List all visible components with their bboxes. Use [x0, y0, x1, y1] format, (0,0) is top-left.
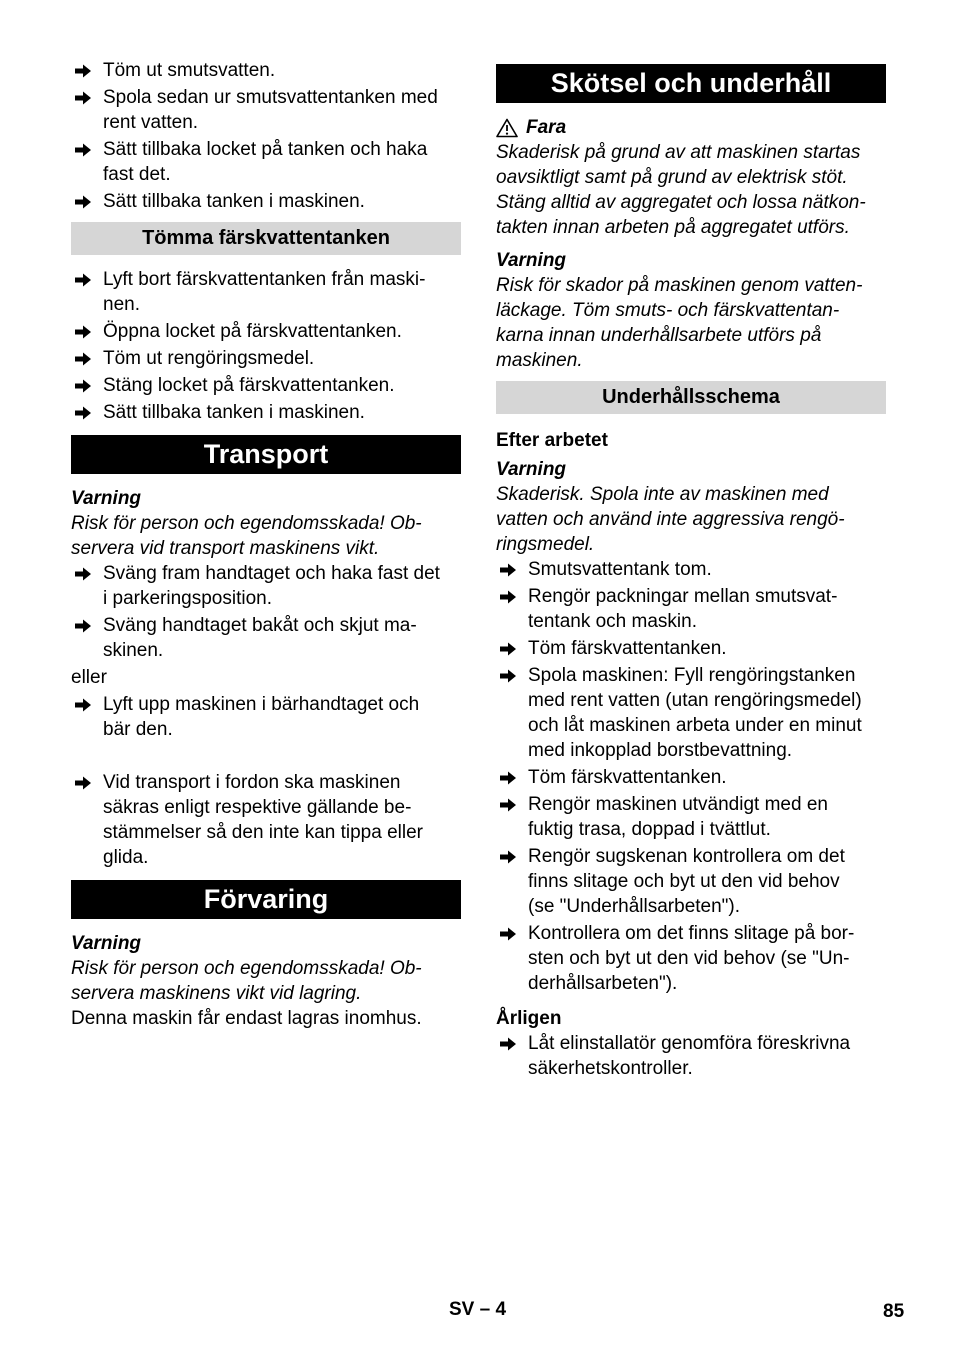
- warning-triangle-icon: [496, 118, 518, 138]
- warning-label: Varning: [71, 488, 142, 509]
- text-line: servera maskinens vikt vid lagring.: [71, 983, 362, 1004]
- text-line: säkerhetskontroller.: [528, 1058, 693, 1079]
- text-line: finns slitage och byt ut den vid behov: [528, 871, 840, 892]
- section-page-number: 4: [495, 1299, 507, 1320]
- list-item-text: [103, 58, 461, 83]
- footer-section-label: [449, 1297, 506, 1322]
- text-line: Risk för skador på maskinen genom vatten-: [496, 275, 863, 296]
- list-item-text: [103, 770, 461, 870]
- list-item-text: [103, 692, 461, 742]
- arrow-right-icon: [499, 769, 517, 787]
- text-line: med inkopplad borstbevattning.: [528, 740, 793, 761]
- arrow-right-icon: [499, 561, 517, 579]
- arrow-right-icon: [74, 350, 92, 368]
- text-line: oavsiktligt samt på grund av elektrisk stöt.: [496, 167, 848, 188]
- text-line: takten innan arbeten på aggregatet utförs.: [496, 217, 850, 238]
- list-item-text: [103, 189, 461, 214]
- list-item: [71, 373, 461, 398]
- text-line: servera vid transport maskinens vikt.: [71, 538, 380, 559]
- arrow-right-icon: [74, 271, 92, 289]
- list-item: [496, 844, 886, 919]
- list-item-text: [528, 844, 886, 919]
- text-line: Töm färskvattentanken.: [528, 638, 727, 659]
- text-line: skinen.: [103, 640, 164, 661]
- storage-text: Denna maskin får endast lagras inomhus.: [71, 1008, 422, 1029]
- text-line: Skaderisk på grund av att maskinen startas: [496, 142, 861, 163]
- arrow-right-icon: [74, 323, 92, 341]
- list-item: [71, 85, 461, 135]
- text-line: maskinen.: [496, 350, 583, 371]
- arrow-right-icon: [74, 404, 92, 422]
- text-line: Spola maskinen: Fyll rengöringstanken: [528, 665, 856, 686]
- text-line: nen.: [103, 294, 140, 315]
- text-line: Rengör maskinen utvändigt med en: [528, 794, 828, 815]
- list-item-text: [103, 373, 461, 398]
- section-heading-storage: Förvaring: [71, 880, 461, 919]
- danger-label: Fara: [526, 117, 567, 138]
- bullet-list: [496, 557, 886, 996]
- arrow-right-icon: [74, 377, 92, 395]
- list-item-text: [528, 765, 886, 790]
- bullet-list: [71, 561, 461, 663]
- page-number: 85: [883, 1301, 905, 1322]
- text-line: säkras enligt respektive gällande be-: [103, 797, 412, 818]
- arrow-right-icon: [74, 617, 92, 635]
- list-item: [71, 770, 461, 870]
- arrow-right-icon: [74, 774, 92, 792]
- list-item-text: [103, 137, 461, 187]
- warning-label: Varning: [496, 459, 567, 480]
- list-item-text: [103, 319, 461, 344]
- text-line: Rengör packningar mellan smutsvat-: [528, 586, 838, 607]
- text-line: Töm färskvattentanken.: [528, 767, 727, 788]
- arrow-right-icon: [499, 640, 517, 658]
- arrow-right-icon: [74, 696, 92, 714]
- after-work-label: Efter arbetet: [496, 430, 608, 451]
- text-line: i parkeringsposition.: [103, 588, 272, 609]
- warning-label: Varning: [496, 250, 567, 271]
- list-item-text: [528, 557, 886, 582]
- text-line: Sväng fram handtaget och haka fast det: [103, 563, 440, 584]
- text-line: tentank och maskin.: [528, 611, 697, 632]
- arrow-right-icon: [74, 141, 92, 159]
- text-line: Töm ut rengöringsmedel.: [103, 348, 315, 369]
- list-item: [496, 1031, 886, 1081]
- list-item-text: [103, 85, 461, 135]
- danger-text: [496, 140, 886, 240]
- list-item: [496, 792, 886, 842]
- text-line: vatten och använd inte aggressiva rengö-: [496, 509, 845, 530]
- text-line: Smutsvattentank tom.: [528, 559, 712, 580]
- list-item: [71, 613, 461, 663]
- danger-label-row: [496, 115, 886, 140]
- list-item-text: [103, 561, 461, 611]
- subheading-maintenance-schedule: Underhållsschema: [496, 381, 886, 414]
- text-line: rent vatten.: [103, 112, 199, 133]
- text-line: stämmelser så den inte kan tippa eller: [103, 822, 423, 843]
- text-line: karna innan underhållsarbete utförs på: [496, 325, 822, 346]
- list-item: [496, 557, 886, 582]
- warning-label: Varning: [71, 933, 142, 954]
- list-item: [496, 765, 886, 790]
- arrow-right-icon: [499, 1035, 517, 1053]
- text-line: bär den.: [103, 719, 173, 740]
- list-item: [71, 319, 461, 344]
- text-line: Stäng locket på färskvattentanken.: [103, 375, 395, 396]
- list-item: [71, 561, 461, 611]
- text-line: Risk för person och egendomsskada! Ob-: [71, 958, 422, 979]
- text-line: Lyft upp maskinen i bärhandtaget och: [103, 694, 420, 715]
- text-line: Stäng alltid av aggregatet och lossa nätkon-: [496, 192, 866, 213]
- text-line: ringsmedel.: [496, 534, 595, 555]
- text-line: fast det.: [103, 164, 171, 185]
- list-item: [71, 346, 461, 371]
- text-line: sten och byt ut den vid behov (se "Un-: [528, 948, 850, 969]
- list-item: [496, 636, 886, 661]
- bullet-list: [496, 1031, 886, 1081]
- list-item-text: [103, 400, 461, 425]
- list-item-text: [103, 267, 461, 317]
- text-line: Skaderisk. Spola inte av maskinen med: [496, 484, 829, 505]
- section-heading-transport: Transport: [71, 435, 461, 474]
- list-item: [496, 921, 886, 996]
- text-line: Töm ut smutsvatten.: [103, 60, 276, 81]
- section-heading-care-maintenance: Skötsel och underhåll: [496, 64, 886, 103]
- arrow-right-icon: [499, 848, 517, 866]
- spacer: [71, 744, 461, 770]
- text-line: Lyft bort färskvattentanken från maski-: [103, 269, 426, 290]
- arrow-right-icon: [74, 89, 92, 107]
- list-item-text: [103, 346, 461, 371]
- text-line: Rengör sugskenan kontrollera om det: [528, 846, 845, 867]
- arrow-right-icon: [74, 565, 92, 583]
- arrow-right-icon: [499, 925, 517, 943]
- bullet-list: [71, 267, 461, 425]
- arrow-right-icon: [499, 588, 517, 606]
- arrow-right-icon: [74, 193, 92, 211]
- list-item: [71, 137, 461, 187]
- warning-text: [496, 482, 886, 557]
- text-line: och låt maskinen arbeta under en minut: [528, 715, 862, 736]
- text-line: Sväng handtaget bakåt och skjut ma-: [103, 615, 417, 636]
- text-line: fuktig trasa, doppad i tvättlut.: [528, 819, 771, 840]
- text-line: Sätt tillbaka tanken i maskinen.: [103, 191, 365, 212]
- list-item: [71, 400, 461, 425]
- list-item-text: [528, 663, 886, 763]
- text-line: Låt elinstallatör genomföra föreskrivna: [528, 1033, 851, 1054]
- arrow-right-icon: [499, 667, 517, 685]
- text-line: Spola sedan ur smutsvattentanken med: [103, 87, 438, 108]
- subheading-empty-fresh-water-tank: Tömma färskvattentanken: [71, 222, 461, 255]
- left-column: [71, 58, 461, 1033]
- text-line: derhållsarbeten").: [528, 973, 678, 994]
- list-item: [496, 663, 886, 763]
- list-item-text: [103, 613, 461, 663]
- list-item-text: [528, 1031, 886, 1081]
- list-item: [71, 267, 461, 317]
- bullet-list: [71, 692, 461, 742]
- list-item: [71, 189, 461, 214]
- yearly-label: Årligen: [496, 1008, 562, 1029]
- list-item-text: [528, 921, 886, 996]
- warning-text: [496, 273, 886, 373]
- warning-text: [71, 511, 461, 561]
- text-line: läckage. Töm smuts- och färskvattentan-: [496, 300, 840, 321]
- list-item-text: [528, 584, 886, 634]
- bullet-list: [71, 770, 461, 870]
- text-line: Sätt tillbaka locket på tanken och haka: [103, 139, 428, 160]
- list-item: [496, 584, 886, 634]
- text-line: Risk för person och egendomsskada! Ob-: [71, 513, 422, 534]
- text-line: (se "Underhållsarbeten").: [528, 896, 741, 917]
- separator-dash: –: [479, 1299, 491, 1320]
- right-column: [496, 58, 886, 1083]
- list-item-text: [528, 792, 886, 842]
- text-line: Kontrollera om det finns slitage på bor-: [528, 923, 855, 944]
- text-line: Öppna locket på färskvattentanken.: [103, 321, 402, 342]
- text-line: glida.: [103, 847, 149, 868]
- or-text: eller: [71, 667, 107, 688]
- list-item: [71, 692, 461, 742]
- arrow-right-icon: [499, 796, 517, 814]
- warning-text: [71, 956, 461, 1006]
- list-item: [71, 58, 461, 83]
- list-item-text: [528, 636, 886, 661]
- language-code: SV: [449, 1299, 475, 1320]
- text-line: Vid transport i fordon ska maskinen: [103, 772, 401, 793]
- bullet-list: [71, 58, 461, 214]
- arrow-right-icon: [74, 62, 92, 80]
- text-line: Sätt tillbaka tanken i maskinen.: [103, 402, 365, 423]
- text-line: med rent vatten (utan rengöringsmedel): [528, 690, 862, 711]
